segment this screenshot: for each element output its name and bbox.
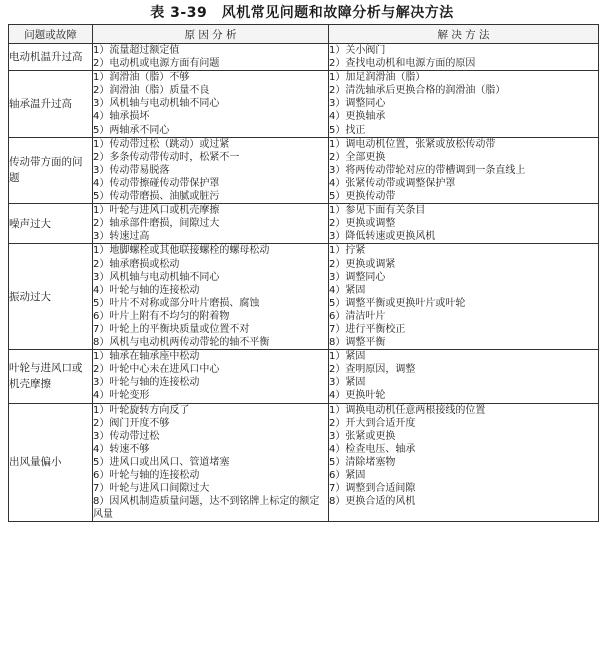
solutions-cell (329, 350, 599, 403)
cause-item: 2）轴承部件磨损，间隙过大 (93, 218, 220, 230)
solution-item: 8）更换合适的风机 (329, 496, 416, 508)
cause-item: 8）风机与电动机两传动带轮的轴不平衡 (93, 337, 270, 349)
cause-item: 3）传动带过松 (93, 430, 160, 442)
solution-item: 1）加足润滑油（脂） (329, 72, 426, 84)
table-row (9, 204, 599, 244)
solution-item: 4）检查电压、轴承 (329, 443, 416, 455)
cause-item: 6）叶片上附有不均匀的附着物 (93, 310, 230, 322)
cause-item: 2）阀门开度不够 (93, 417, 170, 429)
problem-cell: 叶轮与进风口或机壳摩擦 (9, 350, 93, 403)
cause-item: 1）叶轮与进风口或机壳摩擦 (93, 205, 220, 217)
cause-item: 3）传动带易脱落 (93, 164, 170, 176)
solution-item: 3）张紧或更换 (329, 430, 396, 442)
cause-item: 5）两轴承不同心 (93, 124, 170, 136)
cause-item: 5）叶片不对称或部分叶片磨损、腐蚀 (93, 297, 260, 309)
causes-cell (93, 403, 329, 522)
solution-item: 2）开大到合适开度 (329, 417, 416, 429)
table-row (9, 403, 599, 522)
table-row (9, 244, 599, 350)
problem-cell: 振动过大 (9, 244, 93, 350)
cause-item: 5）传动带磨损、油腻或脏污 (93, 191, 220, 203)
solution-item: 3）调整同心 (329, 98, 386, 110)
causes-cell (93, 204, 329, 244)
solutions-cell (329, 44, 599, 71)
cause-item: 4）叶轮变形 (93, 390, 150, 402)
cause-item: 3）叶轮与轴的连接松动 (93, 377, 200, 389)
cause-item: 2）叶轮中心未在进风口中心 (93, 364, 220, 376)
problem-cell: 噪声过大 (9, 204, 93, 244)
causes-cell (93, 71, 329, 137)
solution-item: 1）关小阀门 (329, 45, 386, 56)
solution-item: 7）进行平衡校正 (329, 323, 406, 335)
causes-cell (93, 244, 329, 350)
solution-item: 2）清洗轴承后更换合格的润滑油（脂） (329, 85, 506, 97)
solution-item: 2）全部更换 (329, 151, 386, 163)
problem-cell: 电动机温升过高 (9, 44, 93, 71)
problem-cell: 出风量偏小 (9, 403, 93, 522)
table-row (9, 137, 599, 203)
table-title: 表 3-39 风机常见问题和故障分析与解决方法 (150, 5, 454, 21)
cause-item: 4）轴承损坏 (93, 111, 150, 123)
cause-item: 4）叶轮与轴的连接松动 (93, 284, 200, 296)
cause-item: 7）叶轮上的平衡块质量或位置不对 (93, 323, 250, 335)
causes-cell (93, 44, 329, 71)
solution-item: 6）紧固 (329, 470, 366, 481)
header-solutions: 解 决 方 法 (329, 25, 599, 44)
solutions-cell (329, 403, 599, 522)
solution-item: 1）调电动机位置，张紧或放松传动带 (329, 138, 496, 150)
solution-item: 2）查找电动机和电源方面的原因 (329, 58, 476, 70)
header-causes: 原 因 分 析 (93, 25, 329, 44)
cause-item: 1）地脚螺栓或其他联接螺栓的螺母松动 (93, 245, 270, 257)
solution-item: 4）更换轴承 (329, 111, 386, 123)
cause-item: 5）进风口或出风口、管道堵塞 (93, 456, 230, 468)
solution-item: 3）紧固 (329, 377, 366, 389)
solutions-cell (329, 244, 599, 350)
cause-item: 2）多条传动带传动时，松紧不一 (93, 151, 240, 163)
problem-cell: 轴承温升过高 (9, 71, 93, 137)
cause-item: 1）叶轮旋转方向反了 (93, 404, 190, 416)
solution-item: 2）更换或调整 (329, 218, 396, 230)
solution-item: 5）调整平衡或更换叶片或叶轮 (329, 297, 466, 309)
solution-item: 1）调换电动机任意两根接线的位置 (329, 404, 486, 416)
cause-item: 4）转速不够 (93, 443, 150, 455)
solution-item: 6）清洁叶片 (329, 310, 386, 322)
cause-item: 2）轴承磨损或松动 (93, 258, 180, 270)
fault-table (8, 24, 599, 522)
header-problem: 问题或故障 (9, 25, 93, 44)
solution-item: 2）更换或调紧 (329, 258, 396, 270)
solution-item: 8）调整平衡 (329, 337, 386, 349)
causes-cell (93, 350, 329, 403)
cause-item: 1）流量超过额定值 (93, 45, 180, 56)
header-row (9, 25, 599, 44)
table-row (9, 44, 599, 71)
cause-item: 3）转速过高 (93, 231, 150, 243)
solution-item: 3）降低转速或更换风机 (329, 231, 436, 243)
solution-item: 4）张紧传动带或调整保护罩 (329, 177, 456, 189)
table-row (9, 71, 599, 137)
solution-item: 2）查明原因，调整 (329, 364, 416, 376)
table-row (9, 350, 599, 403)
cause-item: 6）叶轮与轴的连接松动 (93, 470, 200, 481)
solution-item: 5）更换传动带 (329, 191, 396, 203)
cause-item: 3）风机轴与电动机轴不同心 (93, 271, 220, 283)
problem-cell: 传动带方面的问题 (9, 137, 93, 203)
cause-item: 1）润滑油（脂）不够 (93, 72, 190, 84)
solution-item: 5）清除堵塞物 (329, 456, 396, 468)
solution-item: 7）调整到合适间隙 (329, 483, 416, 495)
cause-item: 8）因风机制造质量问题，达不到铭牌上标定的额定风量 (93, 496, 320, 521)
cause-item: 1）轴承在轴承座中松动 (93, 351, 200, 363)
cause-item: 3）风机轴与电动机轴不同心 (93, 98, 220, 110)
solution-item: 3）将两传动带轮对应的带槽调到一条直线上 (329, 164, 526, 176)
solution-item: 1）参见下面有关条目 (329, 205, 426, 217)
solution-item: 1）拧紧 (329, 245, 366, 257)
solution-item: 1）紧固 (329, 351, 366, 363)
cause-item: 4）传动带擦碰传动带保护罩 (93, 177, 220, 189)
solution-item: 5）找正 (329, 124, 366, 136)
cause-item: 1）传动带过松（跳动）或过紧 (93, 138, 230, 150)
solution-item: 4）更换叶轮 (329, 390, 386, 402)
solutions-cell (329, 204, 599, 244)
solution-item: 3）调整同心 (329, 271, 386, 283)
solutions-cell (329, 71, 599, 137)
solutions-cell (329, 137, 599, 203)
cause-item: 2）电动机或电源方面有问题 (93, 58, 220, 70)
cause-item: 2）润滑油（脂）质量不良 (93, 85, 210, 97)
cause-item: 7）叶轮与进风口间隙过大 (93, 483, 210, 495)
solution-item: 4）紧固 (329, 284, 366, 296)
causes-cell (93, 137, 329, 203)
